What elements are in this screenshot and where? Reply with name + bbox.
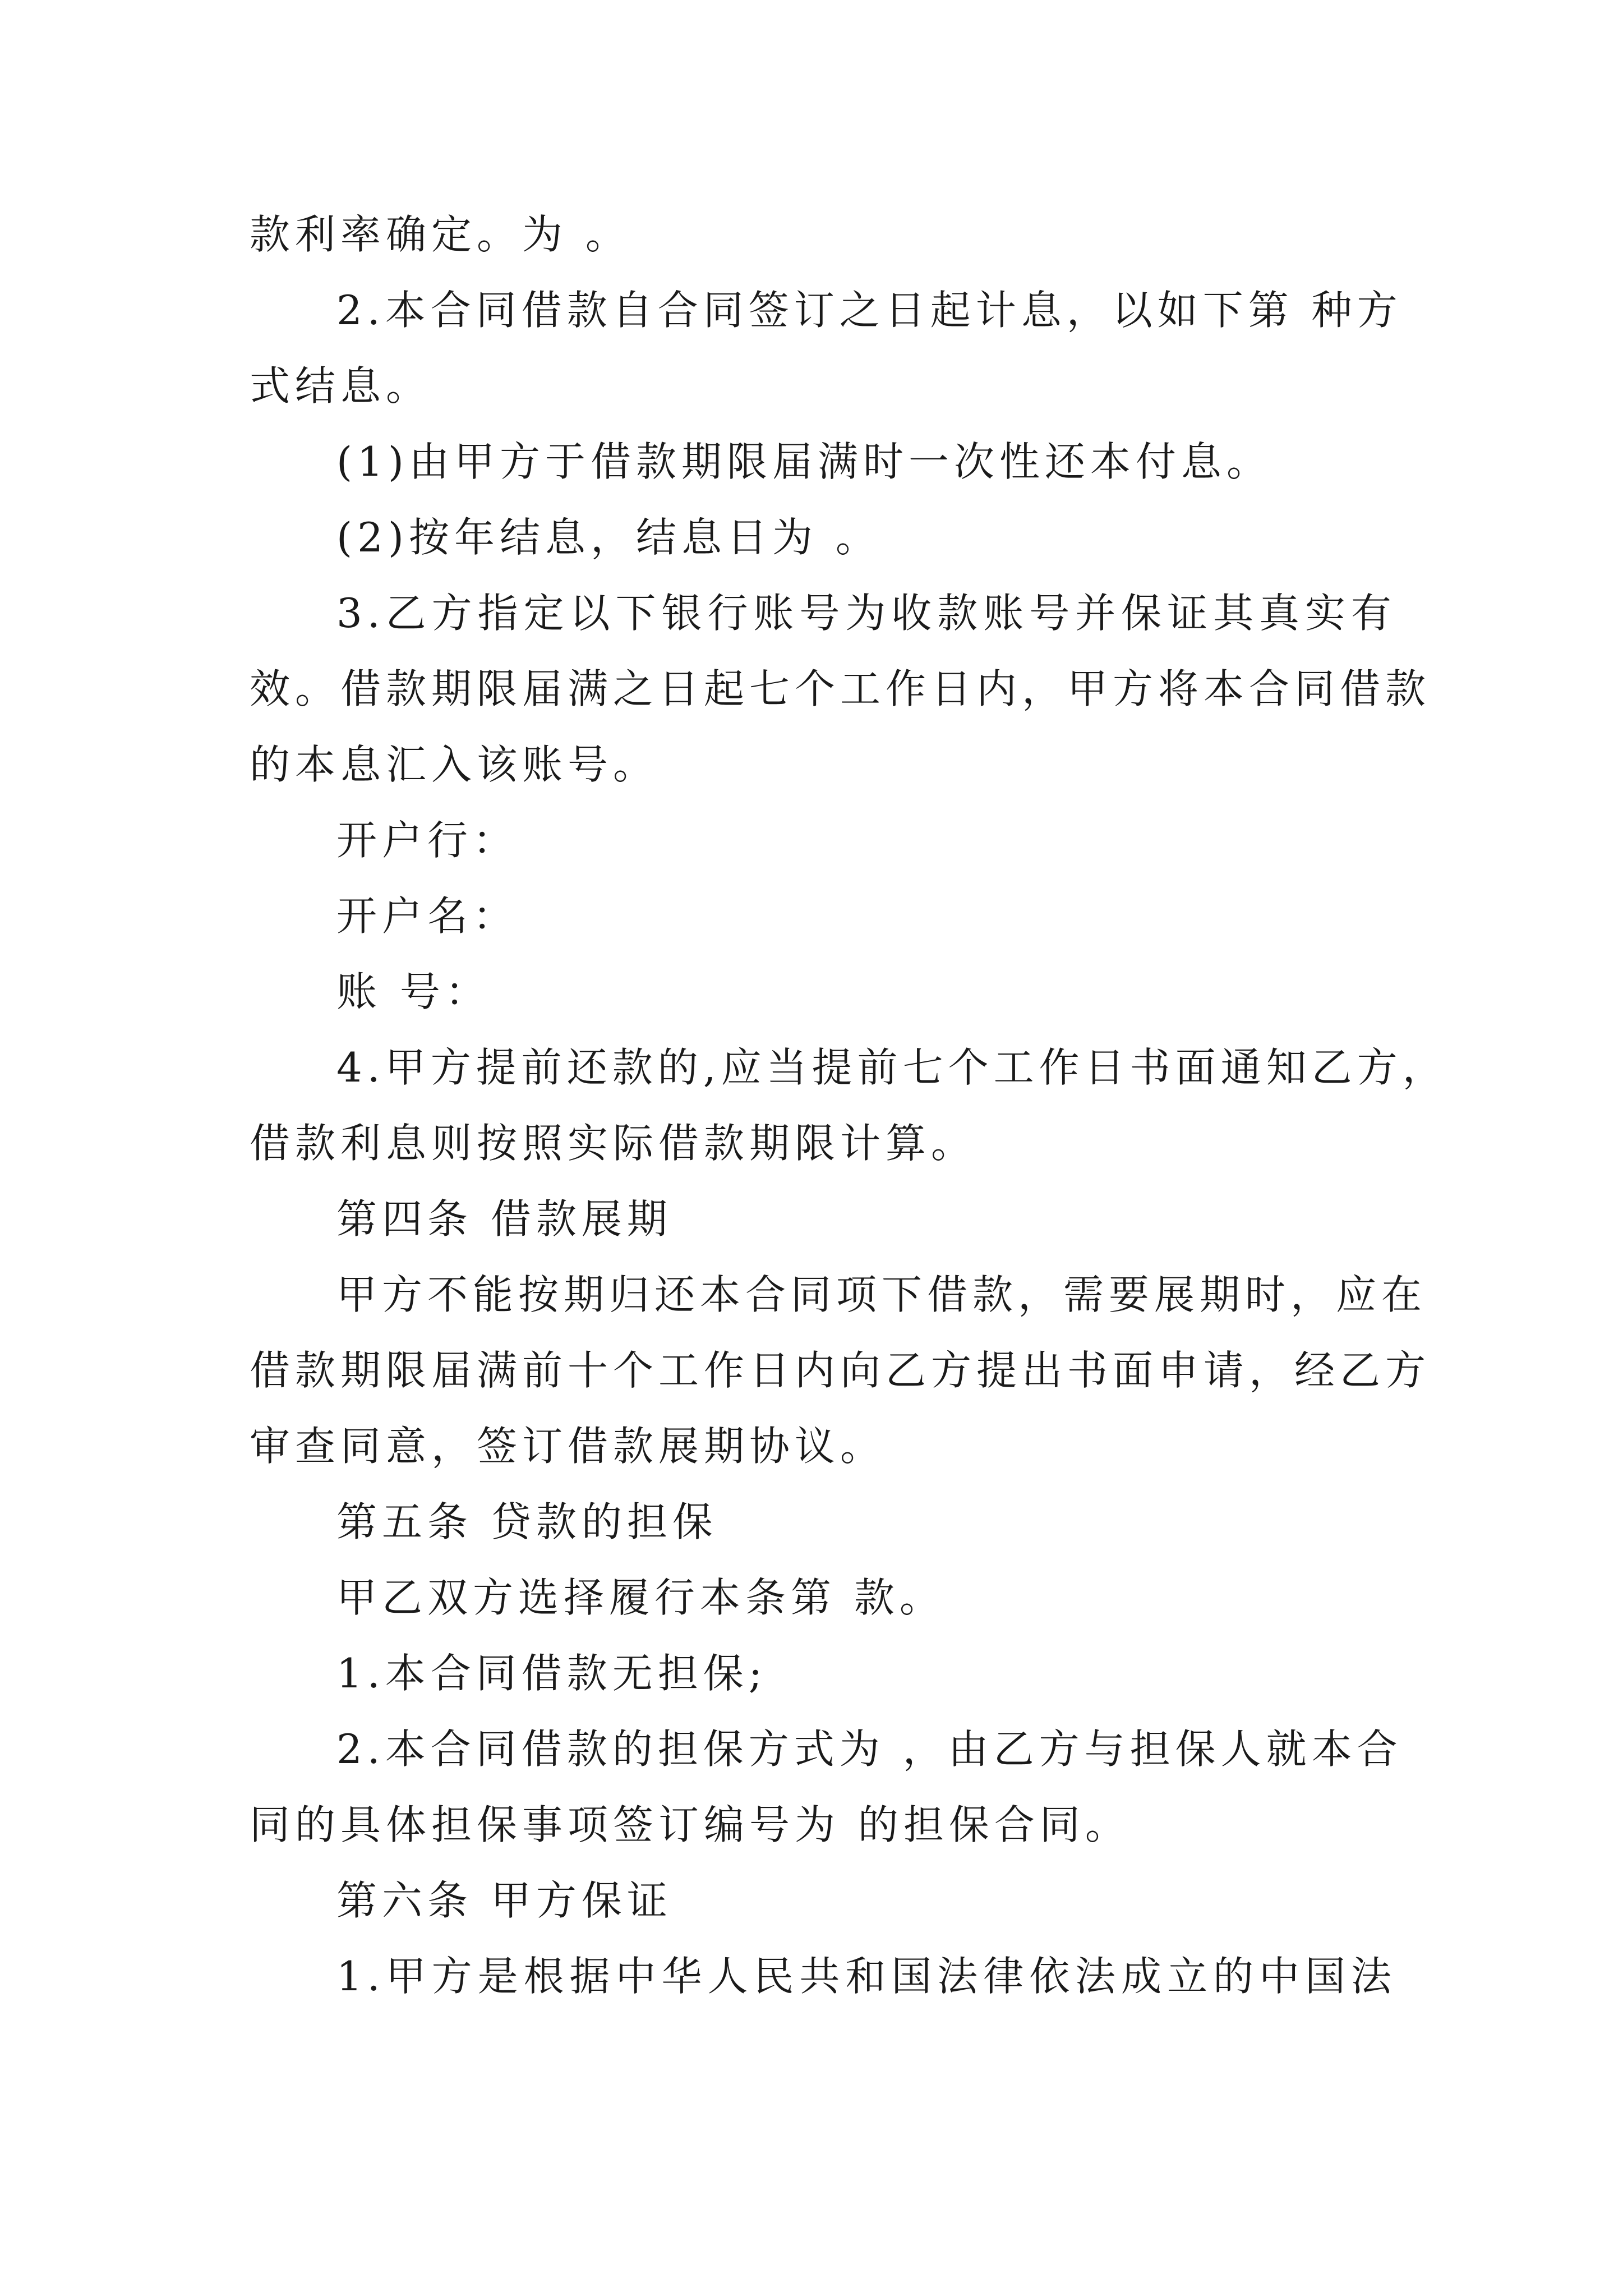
- text-line: 甲方不能按期归还本合同项下借款，需要展期时，应在: [336, 1271, 1427, 1318]
- text-line: 的本息汇入该账号。: [250, 741, 659, 788]
- text-line: 效。借款期限届满之日起七个工作日内，甲方将本合同借款: [250, 665, 1431, 712]
- text-line: 4.甲方提前还款的,应当提前七个工作日书面通知乙方，: [336, 1044, 1448, 1091]
- text-line: 审查同意，签订借款展期协议。: [250, 1423, 886, 1470]
- text-line: 开户行：: [336, 817, 519, 864]
- text-line: 账 号：: [336, 968, 491, 1015]
- text-line: 1.甲方是根据中华人民共和国法律依法成立的中国法: [336, 1953, 1396, 2000]
- text-line: (1)由甲方于借款期限届满时一次性还本付息。: [336, 438, 1272, 485]
- text-line: 1.本合同借款无担保;: [336, 1650, 767, 1697]
- text-line: 2.本合同借款的担保方式为 ，由乙方与担保人就本合: [336, 1726, 1403, 1773]
- section-heading: 第五条 贷款的担保: [336, 1498, 718, 1545]
- text-line: 同的具体担保事项签订编号为 的担保合同。: [250, 1801, 1131, 1848]
- text-line: 借款期限届满前十个工作日内向乙方提出书面申请，经乙方: [250, 1347, 1431, 1394]
- text-line: 借款利息则按照实际借款期限计算。: [250, 1120, 977, 1167]
- section-heading: 第六条 甲方保证: [336, 1877, 672, 1924]
- text-line: 开户名：: [336, 892, 519, 940]
- text-line: 式结息。: [250, 362, 432, 409]
- section-heading: 第四条 借款展期: [336, 1195, 672, 1243]
- text-line: (2)按年结息，结息日为 。: [336, 514, 881, 561]
- text-line: 2.本合同借款自合同签订之日起计息，以如下第 种方: [336, 287, 1403, 334]
- text-line: 甲乙双方选择履行本条第 款。: [336, 1574, 945, 1621]
- text-line: 3.乙方指定以下银行账号为收款账号并保证其真实有: [336, 590, 1396, 637]
- text-line: 款利率确定。为 。: [250, 211, 631, 258]
